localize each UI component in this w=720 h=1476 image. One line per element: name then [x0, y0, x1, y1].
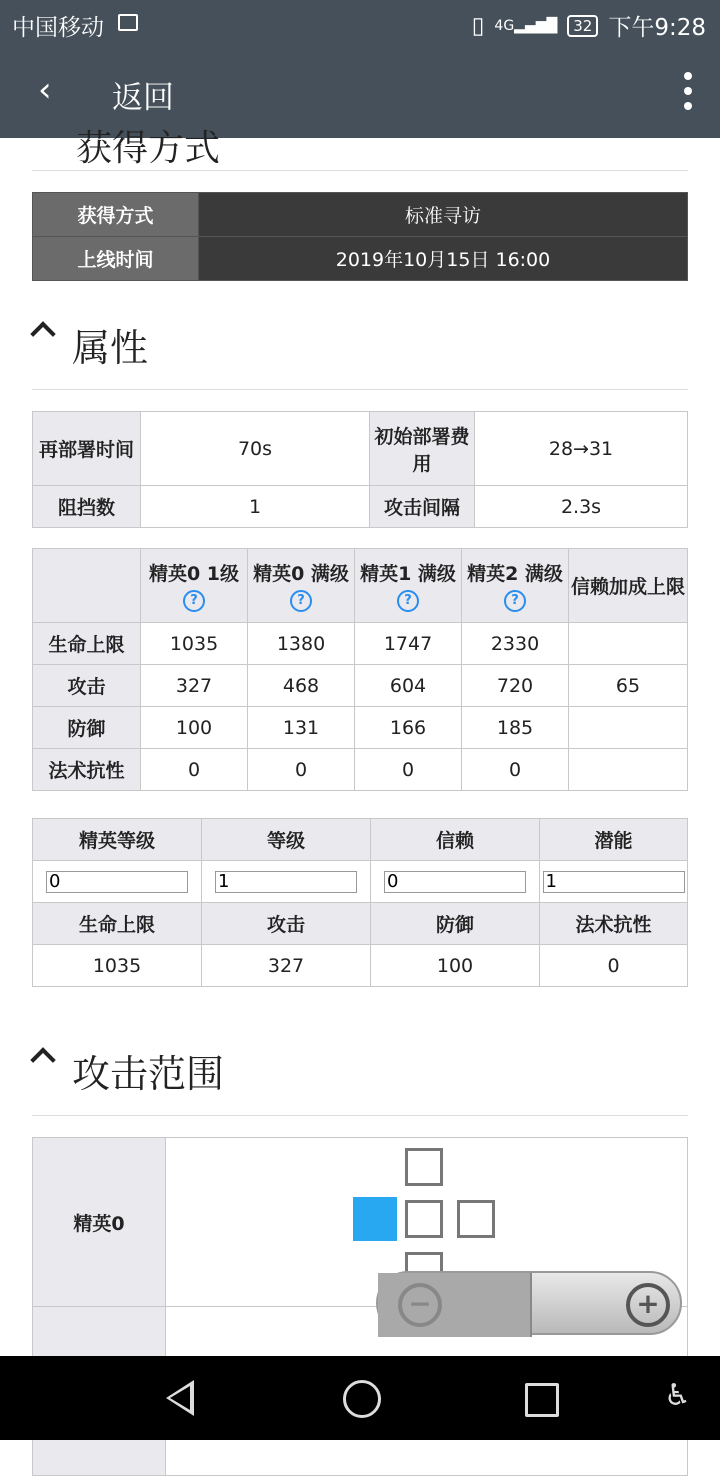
- accessibility-icon[interactable]: ♿: [664, 1378, 691, 1413]
- obtain-label: 获得方式: [33, 193, 199, 237]
- chevron-up-icon[interactable]: [30, 1047, 55, 1072]
- cell-value: 327: [202, 945, 371, 987]
- table-header-row: [33, 549, 688, 623]
- range-tile: [405, 1148, 443, 1186]
- status-bar: [0, 0, 720, 50]
- input-cell: [33, 861, 202, 903]
- header-cell: 潜能: [540, 819, 688, 861]
- row-label: 法术抗性: [33, 749, 141, 791]
- cell-value: 1035: [141, 623, 248, 665]
- header-cell: 信赖: [371, 819, 540, 861]
- cell-value: 166: [355, 707, 462, 749]
- cell-value: 2330: [462, 623, 569, 665]
- header-cell: [141, 549, 248, 623]
- level-input[interactable]: [215, 871, 357, 893]
- operator-tile: [353, 1197, 397, 1241]
- range-section-header[interactable]: [32, 1007, 688, 1116]
- row-label: 防御: [33, 707, 141, 749]
- row-label: 攻击: [33, 665, 141, 707]
- zoom-out-button[interactable]: [378, 1273, 532, 1337]
- release-value: 2019年10月15日 16:00: [199, 237, 688, 281]
- header-cell: 攻击: [202, 903, 371, 945]
- clock: 下午9:28: [608, 15, 706, 41]
- table-row: [33, 945, 688, 987]
- cell-value: 100: [371, 945, 540, 987]
- carrier-name: 中国移动: [12, 15, 104, 41]
- table-row: [33, 623, 688, 665]
- release-label: 上线时间: [33, 237, 199, 281]
- input-cell: [202, 861, 371, 903]
- stats-table: [32, 548, 688, 791]
- cell-value: 1: [141, 486, 370, 528]
- input-cell: [540, 861, 688, 903]
- cell-value: 100: [141, 707, 248, 749]
- battery-icon: 32: [567, 15, 598, 37]
- stat-calculator-table: [32, 818, 688, 987]
- cell-value: 131: [248, 707, 355, 749]
- overflow-menu-icon[interactable]: [684, 72, 692, 117]
- cell-value: [569, 749, 688, 791]
- cell-value: 604: [355, 665, 462, 707]
- header-label: 精英0 1级: [148, 563, 240, 585]
- cell-label: 攻击间隔: [370, 486, 475, 528]
- chevron-up-icon[interactable]: [30, 321, 55, 346]
- attributes-section-header[interactable]: [32, 281, 688, 390]
- table-row: [33, 861, 688, 903]
- header-cell: [248, 549, 355, 623]
- help-icon[interactable]: ?: [183, 590, 205, 612]
- table-row: [33, 707, 688, 749]
- cell-value: [569, 623, 688, 665]
- cell-value: 0: [540, 945, 688, 987]
- potential-input[interactable]: [543, 871, 685, 893]
- table-header-row: [33, 903, 688, 945]
- back-icon[interactable]: [166, 1380, 194, 1416]
- cell-value: 28→31: [475, 412, 688, 486]
- row-label: 精英0: [33, 1138, 166, 1307]
- zoom-control: [376, 1271, 682, 1335]
- help-icon[interactable]: ?: [504, 590, 526, 612]
- header-label: 精英2 满级: [467, 563, 563, 585]
- vibrate-icon: ▯: [471, 12, 485, 39]
- recents-icon[interactable]: [525, 1383, 559, 1417]
- header-cell: 信赖加成上限: [569, 549, 688, 623]
- cell-value: 0: [141, 749, 248, 791]
- header-label: 精英0 满级: [253, 563, 349, 585]
- range-tile: [457, 1200, 495, 1238]
- table-row: [33, 665, 688, 707]
- section-title: 攻击范围: [72, 1052, 225, 1096]
- row-label: 生命上限: [33, 623, 141, 665]
- page-content: [32, 128, 688, 1356]
- header-cell: 防御: [371, 903, 540, 945]
- cell-value: 0: [462, 749, 569, 791]
- trust-input[interactable]: [384, 871, 526, 893]
- cell-value: 185: [462, 707, 569, 749]
- help-icon[interactable]: ?: [290, 590, 312, 612]
- obtain-section-header: [32, 128, 688, 171]
- table-header-row: [33, 819, 688, 861]
- help-icon[interactable]: ?: [397, 590, 419, 612]
- table-row: [33, 237, 688, 281]
- system-nav-bar: [0, 1356, 720, 1440]
- cell-value: 720: [462, 665, 569, 707]
- zoom-in-icon: +: [626, 1283, 670, 1327]
- elite-level-input[interactable]: [46, 871, 188, 893]
- cell-value: 1380: [248, 623, 355, 665]
- cell-label: 初始部署费用: [370, 412, 475, 486]
- cell-value: 70s: [141, 412, 370, 486]
- cell-value: 0: [355, 749, 462, 791]
- section-title: 属性: [72, 326, 149, 370]
- deploy-table: [32, 411, 688, 528]
- table-row: [33, 193, 688, 237]
- table-row: [33, 749, 688, 791]
- status-right: [472, 9, 706, 42]
- obtain-value: 标准寻访: [199, 193, 688, 237]
- header-cell: [355, 549, 462, 623]
- table-row: [33, 412, 688, 486]
- cell-label: 再部署时间: [33, 412, 141, 486]
- table-row: [33, 486, 688, 528]
- obtain-table: [32, 192, 688, 281]
- signal-icon: 4G▂▄▆█: [494, 17, 558, 34]
- cell-value: 65: [569, 665, 688, 707]
- zoom-in-button[interactable]: [532, 1273, 682, 1337]
- cell-value: 1035: [33, 945, 202, 987]
- cell-value: 0: [248, 749, 355, 791]
- input-cell: [371, 861, 540, 903]
- cell-value: 468: [248, 665, 355, 707]
- header-cell: 等级: [202, 819, 371, 861]
- header-label: 精英1 满级: [360, 563, 456, 585]
- obtain-section-title: 获得方式: [76, 128, 221, 169]
- header-cell: 精英等级: [33, 819, 202, 861]
- range-tile: [405, 1200, 443, 1238]
- header-cell: [33, 549, 141, 623]
- back-arrow-icon[interactable]: ‹: [38, 70, 52, 110]
- cell-value: 1747: [355, 623, 462, 665]
- back-label[interactable]: 返回: [112, 80, 174, 116]
- image-icon: [118, 14, 138, 31]
- home-icon[interactable]: [343, 1380, 381, 1418]
- zoom-out-icon: −: [398, 1283, 442, 1327]
- cell-value: 2.3s: [475, 486, 688, 528]
- header-cell: 生命上限: [33, 903, 202, 945]
- cell-value: 327: [141, 665, 248, 707]
- cell-value: [569, 707, 688, 749]
- cell-label: 阻挡数: [33, 486, 141, 528]
- header-cell: 法术抗性: [540, 903, 688, 945]
- header-cell: [462, 549, 569, 623]
